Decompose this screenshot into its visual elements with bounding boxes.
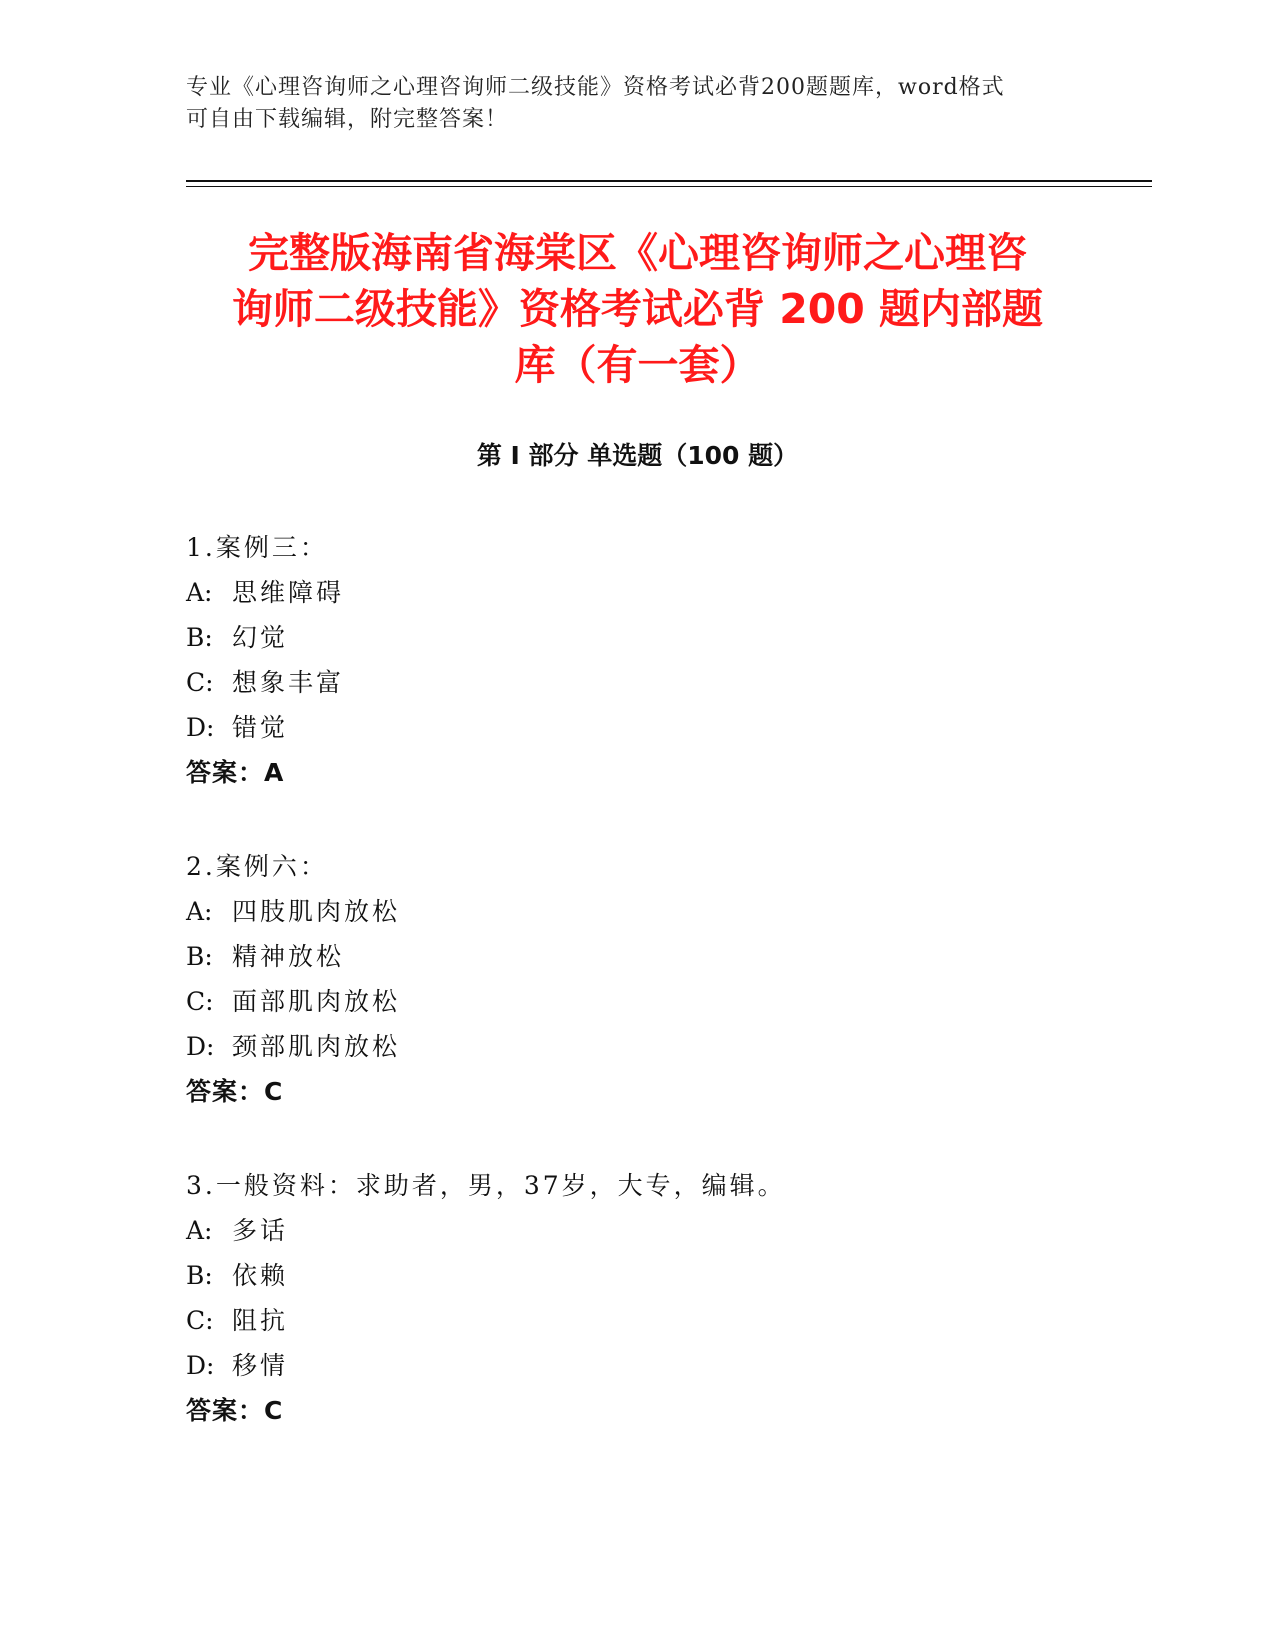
- option-letter: D:: [186, 1351, 215, 1380]
- answer-line: 答案：C: [186, 1396, 284, 1425]
- option-b: [186, 1253, 1086, 1298]
- option-letter: B:: [186, 623, 213, 652]
- answer-line: 答案：C: [186, 1077, 284, 1106]
- option-a: [186, 889, 1086, 934]
- option-text: 思维障碍: [232, 578, 345, 607]
- option-c: [186, 979, 1086, 1024]
- header-rule-thick: [186, 180, 1152, 182]
- header-rule-thin: [186, 186, 1152, 187]
- question-stem: 1.案例三：: [186, 533, 328, 562]
- question-2: [186, 844, 1086, 1114]
- header-note: [186, 72, 1066, 136]
- option-text: 颈部肌肉放松: [232, 1032, 401, 1061]
- question-3: [186, 1163, 1086, 1433]
- option-letter: C:: [186, 987, 214, 1016]
- option-letter: C:: [186, 1306, 214, 1335]
- question-1: [186, 525, 1086, 795]
- question-stem: 3.一般资料：求助者，男，37岁，大专，编辑。: [186, 1171, 786, 1200]
- option-letter: A:: [186, 578, 213, 607]
- option-text: 面部肌肉放松: [232, 987, 401, 1016]
- option-letter: B:: [186, 942, 213, 971]
- option-c: [186, 660, 1086, 705]
- option-a: [186, 570, 1086, 615]
- header-note-line-2: 可自由下载编辑，附完整答案！: [186, 107, 509, 132]
- option-b: [186, 615, 1086, 660]
- header-note-line-1: 专业《心理咨询师之心理咨询师二级技能》资格考试必背200题题库，word格式: [186, 75, 1005, 100]
- option-letter: A:: [186, 897, 213, 926]
- option-text: 精神放松: [232, 942, 345, 971]
- option-d: [186, 1343, 1086, 1388]
- option-text: 移情: [232, 1351, 289, 1380]
- answer-line: 答案：A: [186, 758, 285, 787]
- option-a: [186, 1208, 1086, 1253]
- section-title: 第 I 部分 单选题（100 题）: [476, 441, 799, 470]
- option-text: 四肢肌肉放松: [232, 897, 401, 926]
- title-line-3: 库（有一套）: [514, 341, 761, 389]
- title-line-1: 完整版海南省海棠区《心理咨询师之心理咨: [248, 229, 1027, 277]
- document-title: [160, 225, 1115, 393]
- option-letter: D:: [186, 1032, 215, 1061]
- option-text: 阻抗: [232, 1306, 289, 1335]
- option-c: [186, 1298, 1086, 1343]
- option-text: 依赖: [232, 1261, 289, 1290]
- option-letter: B:: [186, 1261, 213, 1290]
- question-stem: 2.案例六：: [186, 852, 328, 881]
- option-text: 想象丰富: [232, 668, 345, 697]
- option-letter: A:: [186, 1216, 213, 1245]
- option-d: [186, 1024, 1086, 1069]
- option-letter: D:: [186, 713, 215, 742]
- option-text: 多话: [232, 1216, 289, 1245]
- title-line-2: 询师二级技能》资格考试必背 200 题内部题: [231, 285, 1044, 333]
- option-letter: C:: [186, 668, 214, 697]
- option-text: 幻觉: [232, 623, 289, 652]
- option-text: 错觉: [232, 713, 289, 742]
- option-d: [186, 705, 1086, 750]
- option-b: [186, 934, 1086, 979]
